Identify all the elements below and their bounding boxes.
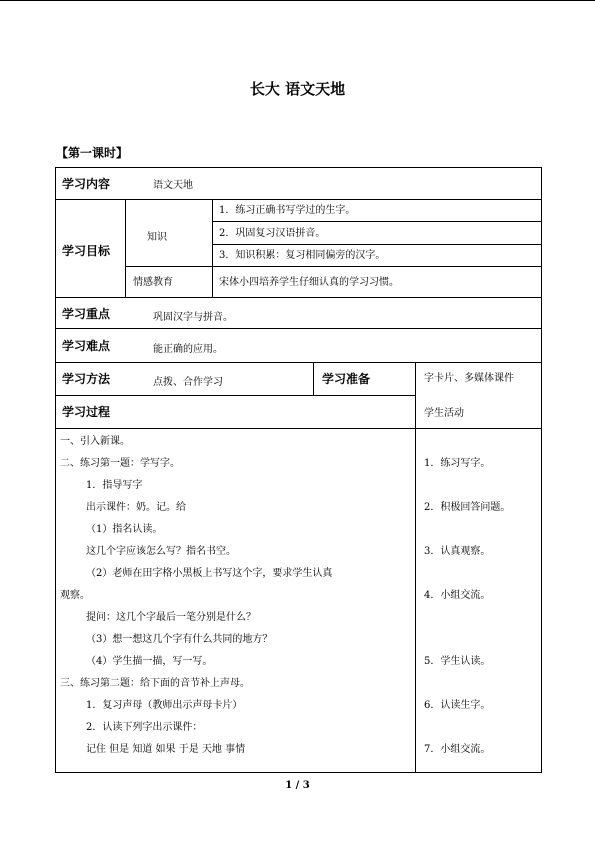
emotion-value: 宋体小四培养学生仔细认真的学习习惯。 [219,277,399,288]
student-label: 学生活动 [424,408,464,419]
student-activity: 4．小组交流。 [424,590,491,601]
process-line: （2）老师在田字格小黑板上书写这个字，要求学生认真 [86,568,333,579]
process-line: 一、引入新课。 [60,436,130,447]
prep-label: 学习准备 [322,372,371,386]
focus-value: 巩固汉字与拼音。 [153,312,233,323]
process-line: 记住 但是 知道 如果 于是 天地 事情 [86,744,246,755]
process-line: 1．复习声母（教师出示声母卡片） [86,700,243,711]
knowledge-item-3: 3．知识积累：复习相同偏旁的汉字。 [219,250,386,261]
difficulty-label: 学习难点 [62,339,111,353]
knowledge-item-1: 1．练习正确书写学过的生字。 [219,205,356,216]
prep-value: 字卡片、多媒体课件 [424,373,514,384]
focus-label: 学习重点 [62,307,111,321]
process-line: 2．认读下列字出示课件： [86,722,203,733]
top-border [0,0,595,1]
student-activity: 2．积极回答问题。 [424,502,511,513]
goals-label: 学习目标 [62,244,111,258]
student-activity: 6．认读生字。 [424,700,491,711]
page-title: 长大 语文天地 [249,80,346,98]
knowledge-item-2: 2．巩固复习汉语拼音。 [219,228,326,239]
process-line: （3）想一想这几个字有什么共同的地方？ [86,634,273,645]
content-label: 学习内容 [62,177,111,191]
difficulty-value: 能正确的应用。 [153,344,223,355]
section-label: 【第一课时】 [56,146,129,160]
knowledge-label: 知识 [147,232,167,243]
process-label: 学习过程 [62,405,111,419]
process-line: 三、练习第二题：给下面的音节补上声母。 [60,678,250,689]
method-label: 学习方法 [62,372,111,386]
emotion-label: 情感教育 [133,277,173,288]
process-line: 出示课件：奶。记。给 [86,502,186,513]
method-value: 点拨、合作学习 [153,377,223,388]
process-line: 这几个字应该怎么写？指名书空。 [86,546,236,557]
process-line: 二、练习第一题：学写字。 [60,458,180,469]
content-value: 语文天地 [153,180,193,191]
process-line: 观察。 [60,590,90,601]
page-number: 1 / 3 [285,780,310,791]
student-activity: 5．学生认读。 [424,656,491,667]
student-activity: 7．小组交流。 [424,744,491,755]
process-line: （1）指名认读。 [86,524,163,535]
student-activity: 1．练习写字。 [424,458,491,469]
student-activity: 3．认真观察。 [424,546,491,557]
process-line: 提问：这几个字最后一笔分别是什么？ [86,612,256,623]
process-line: 1．指导写字 [86,480,143,491]
process-line: （4）学生描一描，写一写。 [86,656,213,667]
